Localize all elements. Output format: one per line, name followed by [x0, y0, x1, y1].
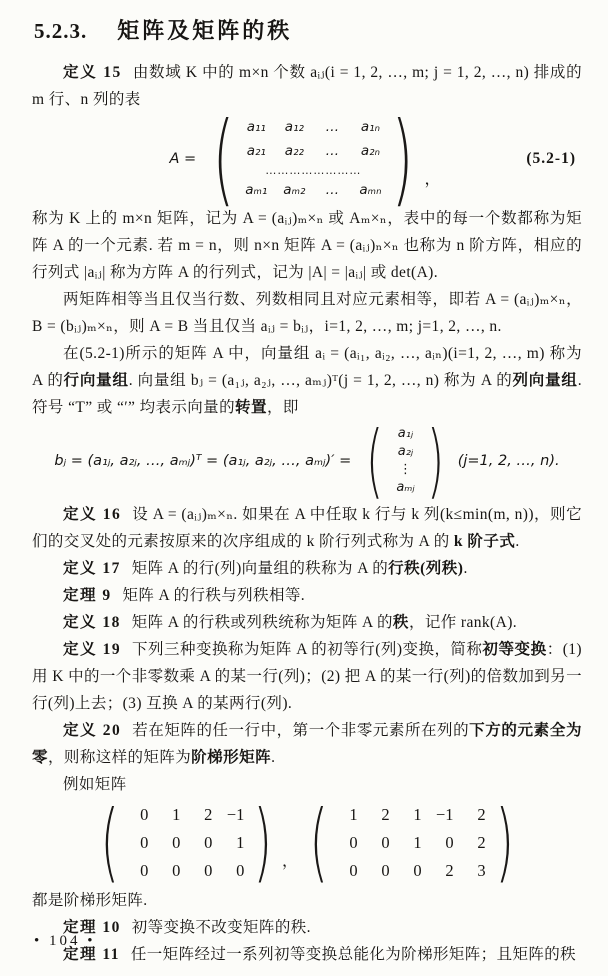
transpose-term: 转置 [234, 399, 267, 416]
elementary-transform-term: 初等变换 [482, 641, 547, 658]
def16-text-2: . [515, 533, 520, 550]
matrix-cell: a₂ₙ [360, 143, 380, 159]
matrix-cell: a₁₂ [284, 119, 304, 135]
matrix-cell: 2 [204, 805, 213, 824]
matrices-comma: ， [281, 853, 298, 870]
p3-text: 两矩阵相等当且仅当行数、列数相同且对应元素相等，即若 A = (aᵢⱼ)ₘ×ₙ，B = (bᵢⱼ)ₘ×ₙ，则 A = B 当且仅当 aᵢⱼ = bᵢⱼ，i=1, 2, …, m; j=1, 2, …, n. [32, 291, 582, 335]
matrix-cell: 1 [349, 805, 358, 824]
matrix-cell: 2 [477, 805, 486, 824]
right-paren-icon: ) [253, 792, 273, 893]
matrix-cell: 0 [172, 833, 181, 852]
page-number: • 104 • [34, 933, 96, 949]
left-paren-icon: ( [366, 414, 384, 508]
matrix-cell: 1 [413, 805, 422, 824]
k-minor-term: k 阶子式 [453, 533, 516, 550]
matrix-cell: aₘ₂ [283, 182, 306, 198]
vector-cell: a₁ⱼ [397, 426, 414, 441]
def19-label: 定义 19 [63, 641, 122, 658]
paragraph-def18 [32, 609, 582, 636]
matrix-cell: aₘₙ [359, 182, 382, 198]
def15-text: 由数域 K 中的 m×n 个数 aᵢⱼ(i = 1, 2, …, m; j = 1, 2, …, n) 排成的 m 行、n 列的表 [32, 64, 582, 108]
echelon-matrix-term: 阶梯形矩阵 [191, 749, 272, 766]
def18-text-2: ，记作 rank(A). [408, 614, 518, 631]
def19-text-1: 下列三种变换称为矩阵 A 的初等行(列)变换，简称 [131, 641, 483, 658]
thm10-text: 初等变换不改变矩阵的秩. [131, 919, 311, 936]
matrix-cell: 1 [236, 833, 245, 852]
vector-cell: aₘⱼ [396, 480, 415, 495]
def16-text-1: 设 A = (aᵢⱼ)ₘ×ₙ. 如果在 A 中任取 k 行与 k 列(k≤min(m, n))，则它们的交叉处的元素按原来的次序组成的 k 阶行列式称为 A 的 [32, 506, 582, 550]
matrix-cell: 2 [477, 833, 486, 852]
thm11-label: 定理 11 [63, 946, 121, 963]
thm9-label: 定理 9 [63, 587, 112, 604]
section-title: 矩阵及矩阵的秩 [117, 18, 293, 43]
matrix-cell: a₂₂ [284, 143, 304, 159]
matrix-cell: 0 [381, 861, 390, 880]
def20-text-1: 若在矩阵的任一行中，第一个非零元素所在列的 [132, 722, 470, 739]
matrix-cell: 2 [445, 861, 454, 880]
def17-label: 定义 17 [63, 560, 121, 577]
paragraph-row-col-vectors [32, 340, 582, 421]
section-number: 5.2.3. [34, 19, 88, 43]
right-paren-icon: ) [392, 100, 414, 217]
matrix-cell: … [325, 143, 340, 159]
def18-text-1: 矩阵 A 的行秩或列秩统称为矩阵 A 的 [131, 614, 393, 631]
colvec-equation-lhs: bⱼ = (a₁ⱼ, a₂ⱼ, …, aₘⱼ)ᵀ = (a₁ⱼ, a₂ⱼ, …, aₘⱼ)′ = [54, 453, 352, 469]
left-paren-icon: ( [212, 100, 235, 217]
p4-text-3: . 符号 “T” 或 “′” 均表示向量的 [32, 372, 582, 416]
matrix-cell: 0 [381, 833, 390, 852]
vector-cell: a₂ⱼ [397, 444, 414, 459]
thm9-text: 矩阵 A 的行秩与列秩相等. [122, 587, 306, 604]
thm11-text: 任一矩阵经过一系列初等变换总能化为阶梯形矩阵；且矩阵的秩 [130, 946, 577, 963]
def15-label: 定义 15 [63, 64, 122, 81]
below-zero-term: 下方的元素全为零 [32, 722, 582, 766]
equation-5-2-1 [32, 100, 582, 217]
example-matrix-1-grid [128, 802, 244, 883]
column-vector-grid [392, 425, 418, 497]
matrix-cell: aₘ₁ [245, 182, 268, 198]
thm10-label: 定理 10 [63, 919, 121, 936]
def16-label: 定义 16 [63, 506, 122, 523]
def20-text-2: ，则称这样的矩阵为 [48, 749, 192, 766]
matrix-cell: −1 [436, 805, 454, 824]
matrix-A-grid [245, 117, 381, 201]
def20-label: 定义 20 [63, 722, 122, 739]
example-matrix-2 [302, 792, 521, 893]
column-vector [359, 414, 451, 508]
example-matrices [32, 792, 582, 893]
paragraph-def19 [32, 636, 582, 717]
matrix-cell: 0 [445, 833, 454, 852]
equation-number-label: (5.2-1) [526, 150, 576, 167]
example-matrix-2-grid [338, 802, 486, 883]
def17-text-1: 矩阵 A 的行(列)向量组的秩称为 A 的 [131, 560, 389, 577]
def20-text-3: . [271, 749, 276, 766]
paragraph-matrix-equality [32, 286, 582, 340]
paragraph-def15 [32, 59, 582, 113]
colvec-equation-rhs: (j=1, 2, …, n). [457, 453, 560, 469]
def17-text-2: . [463, 560, 468, 577]
def18-label: 定义 18 [63, 614, 121, 631]
paragraph-thm10 [32, 914, 582, 941]
matrix-cell: 0 [172, 861, 181, 880]
example-intro-text: 例如矩阵 [63, 776, 127, 793]
matrix-cell: a₁₁ [246, 119, 266, 135]
matrix-cell: 1 [172, 805, 181, 824]
equation-comma: ， [424, 171, 441, 188]
matrix-cell: 0 [349, 861, 358, 880]
p4-text-4: ，即 [267, 399, 299, 416]
paragraph-def16 [32, 501, 582, 555]
col-vector-term: 列向量组 [512, 372, 578, 389]
matrix-cell: 0 [204, 833, 213, 852]
matrix-cell: … [325, 182, 340, 198]
equation-lhs: A = [169, 151, 197, 167]
vector-ellipsis: ⋮ [398, 462, 412, 477]
right-paren-icon: ) [427, 414, 445, 508]
equation-column-vector [32, 414, 582, 508]
matrix-cell: 0 [140, 861, 149, 880]
row-rank-term: 行秩(列秩) [388, 560, 464, 577]
rank-term: 秩 [392, 614, 409, 631]
matrix-cell: 0 [140, 805, 149, 824]
matrix-cell: 1 [413, 833, 422, 852]
row-vector-term: 行向量组 [63, 372, 129, 389]
paragraph-thm9 [32, 582, 582, 609]
paragraph-def17 [32, 555, 582, 582]
matrix-cell: a₂₁ [246, 143, 266, 159]
paragraph-matrix-naming [32, 205, 582, 286]
matrix-cell: 0 [204, 861, 213, 880]
matrix-ellipsis-row: …………………… [265, 164, 362, 177]
paragraph-thm11 [32, 941, 582, 968]
right-paren-icon: ) [495, 792, 514, 893]
matrix-cell: 0 [413, 861, 422, 880]
matrix-cell: −1 [226, 805, 245, 824]
example-outro-text: 都是阶梯形矩阵. [32, 892, 148, 909]
matrix-cell: … [325, 119, 340, 135]
matrix-A [204, 100, 422, 217]
left-paren-icon: ( [309, 792, 329, 893]
matrix-cell: 2 [381, 805, 390, 824]
p4-text-2: . 向量组 bⱼ = (a₁ⱼ, a₂ⱼ, …, aₘⱼ)ᵀ(j = 1, 2, …, n) 称为 A 的 [128, 372, 513, 389]
def19-text-2: ：(1) 用 K 中的一个非零数乘 A 的某一行(列)；(2) 把 A 的某一行(列)的倍数加到另一行(列)上去；(3) 互换 A 的某两行(列). [32, 641, 582, 712]
matrix-cell: 0 [349, 833, 358, 852]
matrix-cell: 0 [236, 861, 245, 880]
p4-text-1: 在(5.2-1)所示的矩阵 A 中，向量组 aᵢ = (aᵢ₁, aᵢ₂, …, aᵢₙ)(i=1, 2, …, m) 称为 A 的 [32, 345, 582, 389]
matrix-cell: 0 [140, 833, 149, 852]
matrix-cell: a₁ₙ [360, 119, 380, 135]
left-paren-icon: ( [100, 792, 119, 893]
matrix-cell: 3 [477, 861, 486, 880]
section-heading [34, 14, 582, 45]
example-matrix-1 [93, 792, 280, 893]
paragraph-def20 [32, 717, 582, 771]
p2-text: 称为 K 上的 m×n 矩阵，记为 A = (aᵢⱼ)ₘ×ₙ 或 Aₘ×ₙ，表中的每一个数都称为矩阵 A 的一个元素. 若 m = n，则 n×n 矩阵 A = (aᵢⱼ)ₙ×ₙ 也称为 n 阶方阵，相应的行列式 |aᵢⱼ| 称为方阵 A 的行列式，记为 |A| = |aᵢⱼ| 或 det(A). [32, 210, 582, 281]
